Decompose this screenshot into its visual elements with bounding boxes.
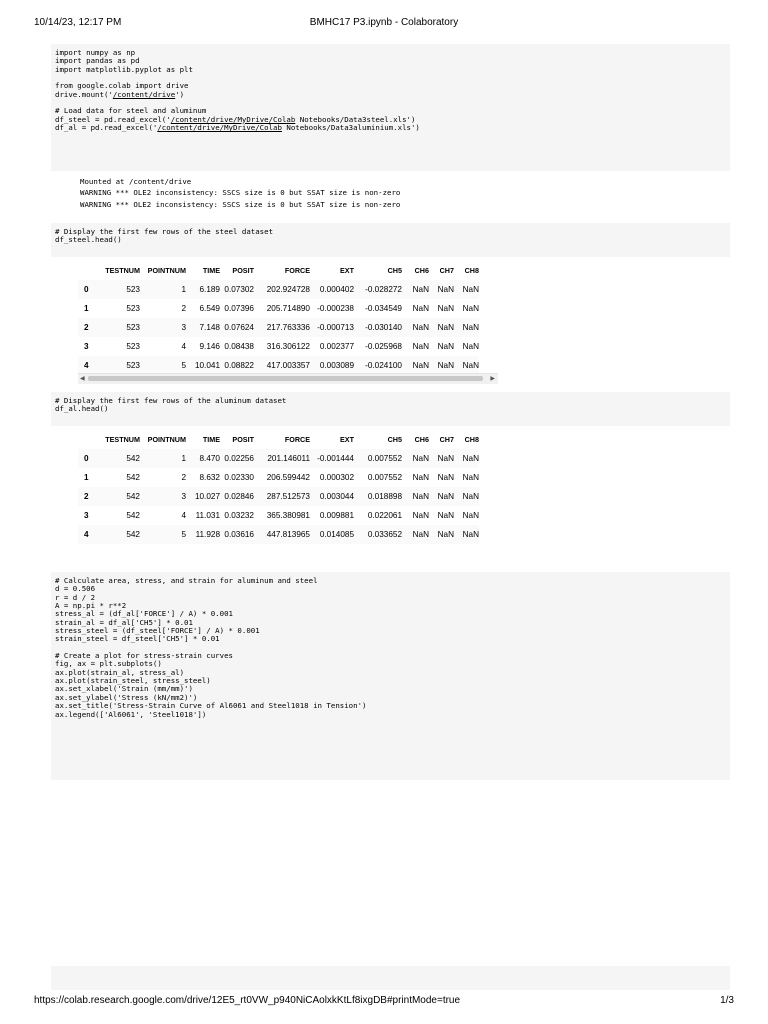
- column-header: CH6: [414, 434, 429, 444]
- row-index: 3: [84, 511, 89, 520]
- notebook-title: BMHC17 P3.ipynb - Colaboratory: [309, 17, 459, 28]
- column-header: CH7: [439, 265, 454, 275]
- table-cell: 0.07396: [224, 304, 254, 313]
- print-date: 10/14/23, 12:17 PM: [34, 17, 122, 28]
- code-line: ax.legend(['Al6061', 'Steel1018']): [55, 709, 207, 719]
- table-cell: 0.003044: [319, 492, 354, 501]
- table-cell: 542: [126, 454, 140, 463]
- output-line: WARNING *** OLE2 inconsistency: SSCS size is 0 but SSAT size is non-zero: [80, 188, 401, 198]
- table-cell: NaN: [462, 454, 479, 463]
- code-cell-empty[interactable]: [51, 966, 730, 990]
- header-row: [78, 260, 479, 280]
- code-line: r = d / 2: [55, 592, 96, 602]
- column-header: CH5: [387, 434, 402, 444]
- column-header: [78, 260, 104, 280]
- table-cell: -0.001444: [317, 454, 354, 463]
- print-header: [34, 17, 734, 29]
- table-cell: NaN: [437, 342, 454, 351]
- table-row: [78, 525, 479, 544]
- table-cell: 11.928: [195, 530, 220, 539]
- code-cell-steel-head[interactable]: [51, 223, 730, 257]
- table-cell: 542: [126, 511, 140, 520]
- table-cell: 1: [181, 454, 186, 463]
- table-cell: NaN: [462, 323, 479, 332]
- row-index: 1: [84, 473, 89, 482]
- table-cell: -0.024100: [365, 361, 402, 370]
- code-line: # Load data for steel and aluminum: [55, 106, 207, 116]
- table-cell: 365.380981: [266, 511, 310, 520]
- row-index: 0: [84, 454, 89, 463]
- path-link: /content/drive/MyDrive/Colab: [157, 123, 282, 133]
- column-header: FORCE: [284, 265, 310, 275]
- table-cell: NaN: [462, 342, 479, 351]
- column-header: CH6: [414, 265, 429, 275]
- table-cell: NaN: [412, 473, 429, 482]
- table-cell: 0.002377: [319, 342, 354, 351]
- header-row: [78, 429, 479, 449]
- table-cell: 523: [126, 361, 140, 370]
- table-row: [78, 337, 479, 356]
- table-cell: -0.000238: [317, 304, 354, 313]
- table-cell: 0.07302: [224, 285, 254, 294]
- table-cell: 9.146: [199, 342, 220, 351]
- table-cell: 0.003089: [319, 361, 354, 370]
- table-cell: 0.022061: [367, 511, 402, 520]
- column-header: EXT: [340, 265, 354, 275]
- table-cell: 8.632: [199, 473, 220, 482]
- table-cell: 11.031: [195, 511, 220, 520]
- scroll-right-arrow-icon[interactable]: ▶: [490, 376, 495, 382]
- column-header: POSIT: [232, 434, 254, 444]
- table-row: [78, 356, 479, 373]
- table-cell: -0.028272: [365, 285, 402, 294]
- table-cell: 0.02330: [224, 473, 254, 482]
- code-line: stress_al = (df_al['FORCE'] / A) * 0.001: [55, 609, 233, 619]
- table-cell: 0.08822: [224, 361, 254, 370]
- code-line: # Create a plot for stress-strain curves: [55, 651, 233, 661]
- table-cell: NaN: [437, 304, 454, 313]
- code-line: ax.plot(strain_al, stress_al): [55, 667, 185, 677]
- column-header: TIME: [202, 434, 220, 444]
- table-cell: 1: [181, 285, 186, 294]
- code-line: df_al.head(): [55, 404, 109, 414]
- print-footer: [34, 995, 734, 1007]
- table-cell: NaN: [412, 285, 429, 294]
- table-cell: 2: [181, 473, 186, 482]
- column-header: CH8: [464, 265, 479, 275]
- table-cell: 0.007552: [367, 473, 402, 482]
- table-cell: NaN: [412, 492, 429, 501]
- dataframe-table: [78, 260, 479, 373]
- table-cell: NaN: [437, 323, 454, 332]
- table-cell: 0.033652: [367, 530, 402, 539]
- table-cell: NaN: [462, 285, 479, 294]
- scrollbar-thumb[interactable]: [88, 376, 483, 381]
- table-cell: -0.025968: [365, 342, 402, 351]
- column-header: [78, 429, 104, 449]
- column-header: CH8: [464, 434, 479, 444]
- table-cell: -0.000713: [317, 323, 354, 332]
- table-cell: -0.034549: [365, 304, 402, 313]
- code-line: import pandas as pd: [55, 56, 140, 66]
- code-line: df_al = pd.read_excel('/content/drive/MyDrive/Colab Notebooks/Data3aluminium.xls'): [55, 123, 420, 133]
- table-cell: 10.041: [194, 361, 220, 370]
- table-cell: 3: [181, 492, 186, 501]
- code-line: fig, ax = plt.subplots(): [55, 659, 162, 669]
- code-line: d = 0.506: [55, 584, 96, 594]
- code-line: df_steel.head(): [55, 235, 122, 245]
- table-cell: NaN: [462, 492, 479, 501]
- table-row: [78, 280, 479, 299]
- table-cell: -0.030140: [365, 323, 402, 332]
- table-cell: NaN: [412, 530, 429, 539]
- scroll-left-arrow-icon[interactable]: ◀: [80, 376, 85, 382]
- table-cell: 217.763336: [266, 323, 310, 332]
- cell-output-load-data: [80, 176, 400, 210]
- output-line: Mounted at /content/drive: [80, 177, 192, 186]
- table-cell: 0.000402: [319, 285, 354, 294]
- output-line: WARNING *** OLE2 inconsistency: SSCS size is 0 but SSAT size is non-zero: [80, 199, 401, 209]
- table-cell: 10.027: [194, 492, 220, 501]
- table-row: [78, 506, 479, 525]
- dataframe-steel: [78, 260, 498, 373]
- table-cell: 0.014085: [319, 530, 354, 539]
- row-index: 0: [84, 285, 89, 294]
- table-cell: 523: [126, 323, 140, 332]
- page-number: 1/3: [720, 995, 734, 1006]
- table-cell: NaN: [412, 304, 429, 313]
- column-header: POSIT: [232, 265, 254, 275]
- code-line: ax.set_ylabel('Stress (kN/mm2)'): [55, 692, 198, 702]
- code-line: import numpy as np: [55, 48, 136, 57]
- code-line: strain_steel = df_steel['CH5'] * 0.01: [55, 634, 220, 644]
- table-cell: 542: [126, 530, 140, 539]
- column-header: CH7: [439, 434, 454, 444]
- code-line: df_steel = pd.read_excel('/content/drive/MyDrive/Colab Notebooks/Data3steel.xls'): [55, 114, 416, 124]
- table-cell: 523: [126, 304, 140, 313]
- path-link: /content/drive: [112, 89, 176, 99]
- page-url: https://colab.research.google.com/drive/12E5_rt0VW_p940NiCAolxkKtLf8ixgDB#printMode=true: [34, 995, 461, 1006]
- table-cell: NaN: [412, 342, 429, 351]
- dataframe-aluminum: [78, 429, 498, 544]
- column-header: TESTNUM: [105, 265, 140, 275]
- code-cell-aluminum-head[interactable]: [51, 392, 730, 426]
- table-cell: 316.306122: [266, 342, 310, 351]
- column-header: TESTNUM: [105, 434, 140, 444]
- table-cell: NaN: [462, 530, 479, 539]
- table-cell: 0.03616: [224, 530, 254, 539]
- table-cell: NaN: [412, 361, 429, 370]
- code-line: from google.colab import drive: [55, 81, 189, 91]
- table-cell: NaN: [412, 454, 429, 463]
- table-cell: 0.018898: [367, 492, 402, 501]
- code-line: stress_steel = (df_steel['FORCE'] / A) * 0.001: [55, 626, 260, 636]
- table-cell: 3: [181, 323, 186, 332]
- table-cell: NaN: [437, 473, 454, 482]
- table-cell: NaN: [462, 473, 479, 482]
- table-cell: 201.146011: [267, 454, 310, 463]
- table-cell: 8.470: [199, 454, 220, 463]
- table-cell: 523: [126, 285, 140, 294]
- table-cell: NaN: [437, 530, 454, 539]
- path-link: /content/drive/MyDrive/Colab: [170, 114, 296, 124]
- table-cell: 7.148: [199, 323, 220, 332]
- table-cell: 0.03232: [224, 511, 254, 520]
- table-cell: 4: [181, 342, 186, 351]
- table-cell: 0.000302: [319, 473, 354, 482]
- table-cell: 542: [126, 473, 140, 482]
- code-line: A = np.pi * r**2: [55, 601, 127, 611]
- row-index: 4: [84, 530, 89, 539]
- table-cell: 0.02256: [224, 454, 254, 463]
- code-cell-stress-strain[interactable]: [51, 572, 730, 780]
- table-cell: NaN: [437, 454, 454, 463]
- table-cell: NaN: [412, 511, 429, 520]
- table-cell: 4: [181, 511, 186, 520]
- table-row: [78, 487, 479, 506]
- table-cell: 0.08438: [224, 342, 254, 351]
- code-line: ax.plot(strain_steel, stress_steel): [55, 676, 211, 686]
- table-cell: NaN: [412, 323, 429, 332]
- table-cell: NaN: [437, 285, 454, 294]
- code-line: import matplotlib.pyplot as plt: [55, 64, 193, 74]
- table-cell: 542: [126, 492, 140, 501]
- column-header: CH5: [387, 265, 402, 275]
- table-cell: 417.003357: [266, 361, 310, 370]
- code-cell-load-data[interactable]: [51, 44, 730, 171]
- table-cell: NaN: [437, 492, 454, 501]
- table-cell: 5: [181, 530, 186, 539]
- table-cell: 0.009881: [319, 511, 354, 520]
- code-line: drive.mount('/content/drive'): [55, 89, 185, 99]
- code-line: strain_al = df_al['CH5'] * 0.01: [55, 617, 193, 627]
- table-cell: 202.924728: [266, 285, 310, 294]
- table-cell: 206.599442: [266, 473, 310, 482]
- table-cell: 523: [126, 342, 140, 351]
- code-line: # Display the first few rows of the steel dataset: [55, 227, 274, 236]
- dataframe-table: [78, 429, 479, 544]
- column-header: POINTNUM: [147, 434, 186, 444]
- table-cell: NaN: [462, 511, 479, 520]
- column-header: TIME: [202, 265, 220, 275]
- table-cell: 0.07624: [224, 323, 254, 332]
- table-horizontal-scrollbar[interactable]: [78, 373, 498, 384]
- row-index: 3: [84, 342, 89, 351]
- row-index: 1: [84, 304, 89, 313]
- code-line: # Calculate area, stress, and strain for aluminum and steel: [55, 576, 318, 585]
- table-row: [78, 449, 479, 468]
- table-cell: 6.189: [199, 285, 220, 294]
- table-cell: 5: [181, 361, 186, 370]
- column-header: FORCE: [284, 434, 310, 444]
- table-cell: 0.007552: [367, 454, 402, 463]
- row-index: 4: [84, 361, 89, 370]
- table-cell: NaN: [462, 361, 479, 370]
- table-row: [78, 318, 479, 337]
- row-index: 2: [84, 492, 89, 501]
- column-header: EXT: [340, 434, 354, 444]
- code-line: ax.set_xlabel('Strain (mm/mm)'): [55, 684, 193, 694]
- table-row: [78, 299, 479, 318]
- row-index: 2: [84, 323, 89, 332]
- table-cell: 0.02846: [224, 492, 254, 501]
- table-cell: 2: [181, 304, 186, 313]
- table-cell: 287.512573: [266, 492, 310, 501]
- code-line: # Display the first few rows of the aluminum dataset: [55, 396, 287, 405]
- column-header: POINTNUM: [147, 265, 186, 275]
- table-cell: NaN: [462, 304, 479, 313]
- code-line: ax.set_title('Stress-Strain Curve of Al6061 and Steel1018 in Tension'): [55, 701, 367, 711]
- table-cell: 6.549: [199, 304, 220, 313]
- table-cell: NaN: [437, 361, 454, 370]
- table-cell: 205.714890: [266, 304, 310, 313]
- table-cell: 447.813965: [266, 530, 310, 539]
- table-cell: NaN: [437, 511, 454, 520]
- table-row: [78, 468, 479, 487]
